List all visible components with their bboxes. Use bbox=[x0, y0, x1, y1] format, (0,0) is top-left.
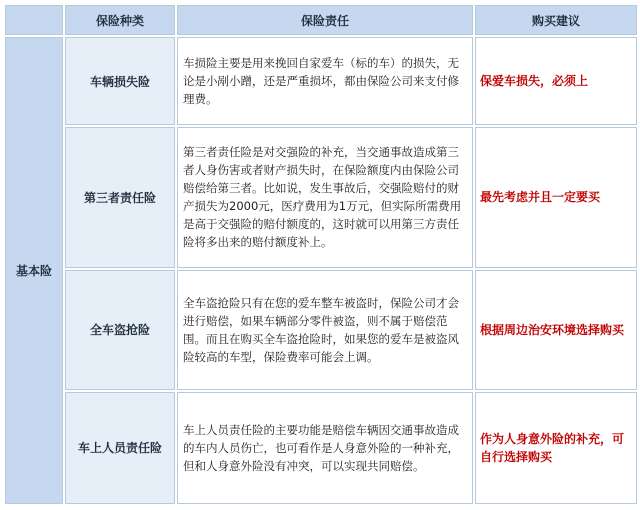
table-row bbox=[5, 127, 637, 267]
insurance-name: 全车盗抢险 bbox=[65, 270, 175, 390]
insurance-liability: 全车盗抢险只有在您的爱车整车被盗时，保险公司才会进行赔偿，如果车辆部分零件被盗，则不属于赔偿范围。而且在购买全车盗抢险时，如果您的爱车是被盗风险较高的车型，保险费率可能会上调。 bbox=[177, 270, 473, 390]
header-row bbox=[5, 5, 637, 35]
purchase-advice: 作为人身意外险的补充，可自行选择购买 bbox=[475, 392, 637, 504]
insurance-liability: 车上人员责任险的主要功能是赔偿车辆因交通事故造成的车内人员伤亡，也可看作是人身意外险的一种补充，但和人身意外险没有冲突，可以实现共同赔偿。 bbox=[177, 392, 473, 504]
insurance-name: 车辆损失险 bbox=[65, 37, 175, 125]
table-row bbox=[5, 392, 637, 504]
insurance-name: 第三者责任险 bbox=[65, 127, 175, 267]
insurance-liability: 车损险主要是用来挽回自家爱车（标的车）的损失，无论是小剐小蹭，还是严重损坏，都由保险公司来支付修理费。 bbox=[177, 37, 473, 125]
purchase-advice: 保爱车损失，必须上 bbox=[475, 37, 637, 125]
header-advice: 购买建议 bbox=[475, 5, 637, 35]
purchase-advice: 最先考虑并且一定要买 bbox=[475, 127, 637, 267]
header-blank bbox=[5, 5, 63, 35]
table-row bbox=[5, 270, 637, 390]
table-row bbox=[5, 37, 637, 125]
header-liability: 保险责任 bbox=[177, 5, 473, 35]
purchase-advice: 根据周边治安环境选择购买 bbox=[475, 270, 637, 390]
insurance-liability: 第三者责任险是对交强险的补充，当交通事故造成第三者人身伤害或者财产损失时，在保险额度内由保险公司赔偿给第三者。比如说，发生事故后，交强险赔付的财产损失为2000元，医疗费用为1万元，但实际所需费用是高于交强险的赔付额度的，这时就可以用第三方责任险将多出来的赔付额度补上。 bbox=[177, 127, 473, 267]
header-category: 保险种类 bbox=[65, 5, 175, 35]
insurance-name: 车上人员责任险 bbox=[65, 392, 175, 504]
insurance-table bbox=[3, 3, 639, 506]
group-label: 基本险 bbox=[5, 37, 63, 504]
